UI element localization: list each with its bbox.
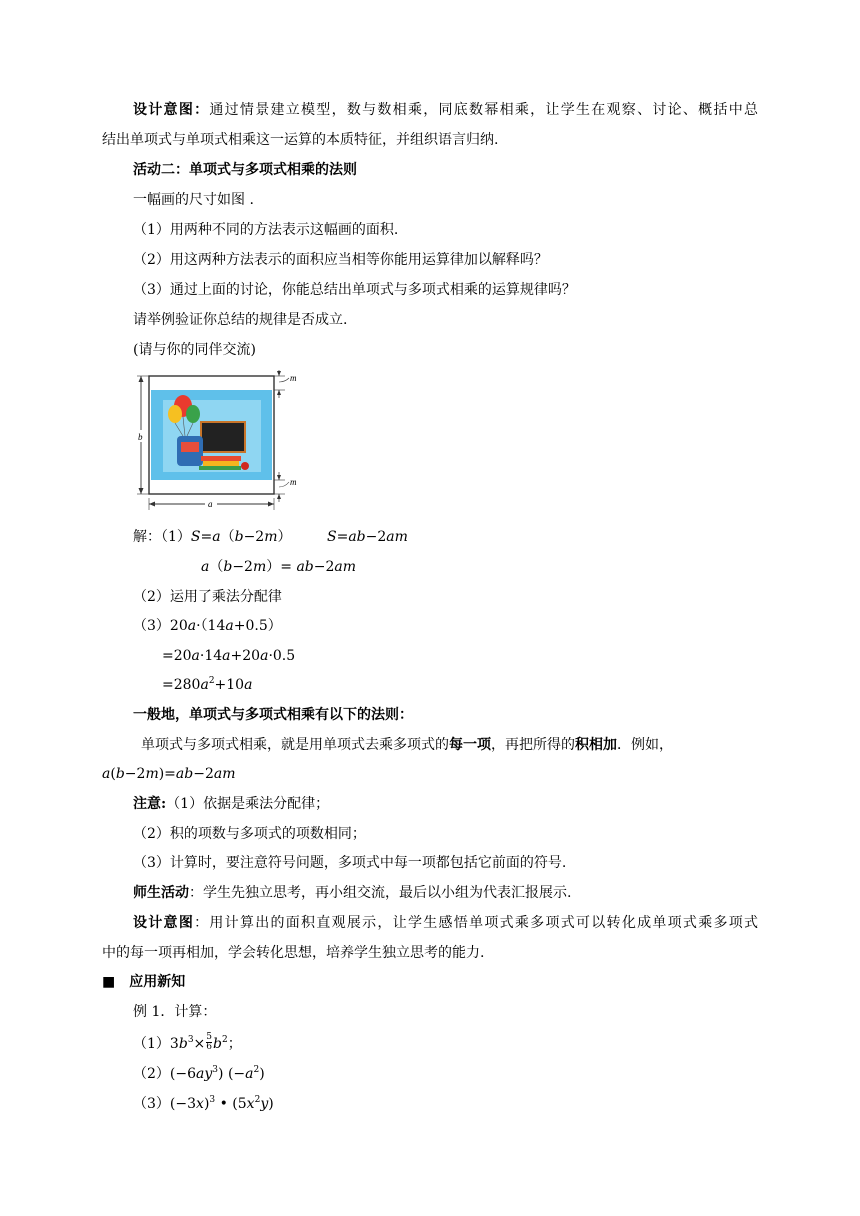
square-bullet-icon: ■ xyxy=(102,974,116,990)
example-3: $(3)(-3x)^3$ • $(5x^2y)$ xyxy=(133,1095,274,1112)
apple-icon xyxy=(241,462,249,470)
exchange-line: (请与你的同伴交流) xyxy=(133,342,256,358)
rule-text: 单项式与多项式相乘，就是用单项式去乘多项式的每一项，再把所得的积相加．例如， xyxy=(141,737,673,753)
painting-figure xyxy=(133,370,305,512)
activity-two-title: 活动二：单项式与多项式相乘的法则 xyxy=(133,162,357,178)
label-b: b xyxy=(138,432,143,442)
example-1: $(1)3b^3\times$ $\frac{5}{6}$ $b^2$； xyxy=(133,1031,242,1052)
solution-line-1b: S=ab−2am xyxy=(327,529,408,545)
design-intent-line-1 xyxy=(133,100,758,120)
solution-equation: a（b−2m）= ab−2am xyxy=(201,559,357,575)
design-intent-2-line-2: 中的每一项再相加，学会转化思想，培养学生独立思考的能力. xyxy=(102,945,485,961)
design-intent-line-2: 结出单项式与单项式相乘这一运算的本质特征，并组织语言归纳. xyxy=(102,132,499,148)
solution-line-1: 解：（1）S=a（b−2m） xyxy=(133,529,292,545)
label-m-top: m xyxy=(290,373,297,383)
blackboard-icon xyxy=(201,422,245,452)
design-intent-2-line-1: 设计意图：用计算出的面积直观展示，让学生感悟单项式乘多项式可以转化成单项式乘多项式 xyxy=(133,915,759,931)
painting-diagram xyxy=(133,370,305,512)
design-intent-text: 通过情景建立模型，数与数相乘，同底数幂相乘，让学生在观察、讨论、概括中总 xyxy=(209,102,758,118)
rule-title: 一般地，单项式与多项式相乘有以下的法则： xyxy=(133,707,413,723)
solution-step-3: （3）20a·（14a+0.5） xyxy=(133,618,282,634)
example-title: 例 1．计算： xyxy=(133,1004,217,1020)
activity-intro: 一幅画的尺寸如图 . xyxy=(133,192,254,208)
design-intent-label: 设计意图： xyxy=(133,102,210,118)
solution-step-2: （2）运用了乘法分配律 xyxy=(133,589,282,605)
section-heading: ■ 应用新知 xyxy=(102,974,186,990)
teacher-student-activity: 师生活动：学生先独立思考，再小组交流，最后以小组为代表汇报展示. xyxy=(133,885,572,901)
question-1: （1）用两种不同的方法表示这幅画的面积. xyxy=(133,222,399,238)
solution-step-3-line-2: =20a·14a+20a·0.5 xyxy=(162,648,296,664)
fraction-five-sixths: $\frac{5}{6}$ xyxy=(206,1031,213,1052)
rule-example: a(b−2m)=ab−2am xyxy=(102,766,236,782)
note-1: 注意:（1）依据是乘法分配律； xyxy=(133,796,330,812)
question-2: （2）用这两种方法表示的面积应当相等你能用运算律加以解释吗？ xyxy=(133,252,548,268)
note-3: （3）计算时，要注意符号问题，多项式中每一项都包括它前面的符号. xyxy=(133,855,567,871)
verify-line: 请举例验证你总结的规律是否成立. xyxy=(133,312,348,328)
note-2: （2）积的项数与多项式的项数相同； xyxy=(133,826,366,842)
solution-step-3-line-3: $=280a^2+10a$ xyxy=(162,676,253,693)
label-a: a xyxy=(208,499,213,509)
label-m-bottom: m xyxy=(290,477,297,487)
example-2: $(2)(-6ay^3)$ $(-a^2)$ xyxy=(133,1065,265,1082)
question-3: （3）通过上面的讨论，你能总结出单项式与多项式相乘的运算规律吗？ xyxy=(133,282,576,298)
